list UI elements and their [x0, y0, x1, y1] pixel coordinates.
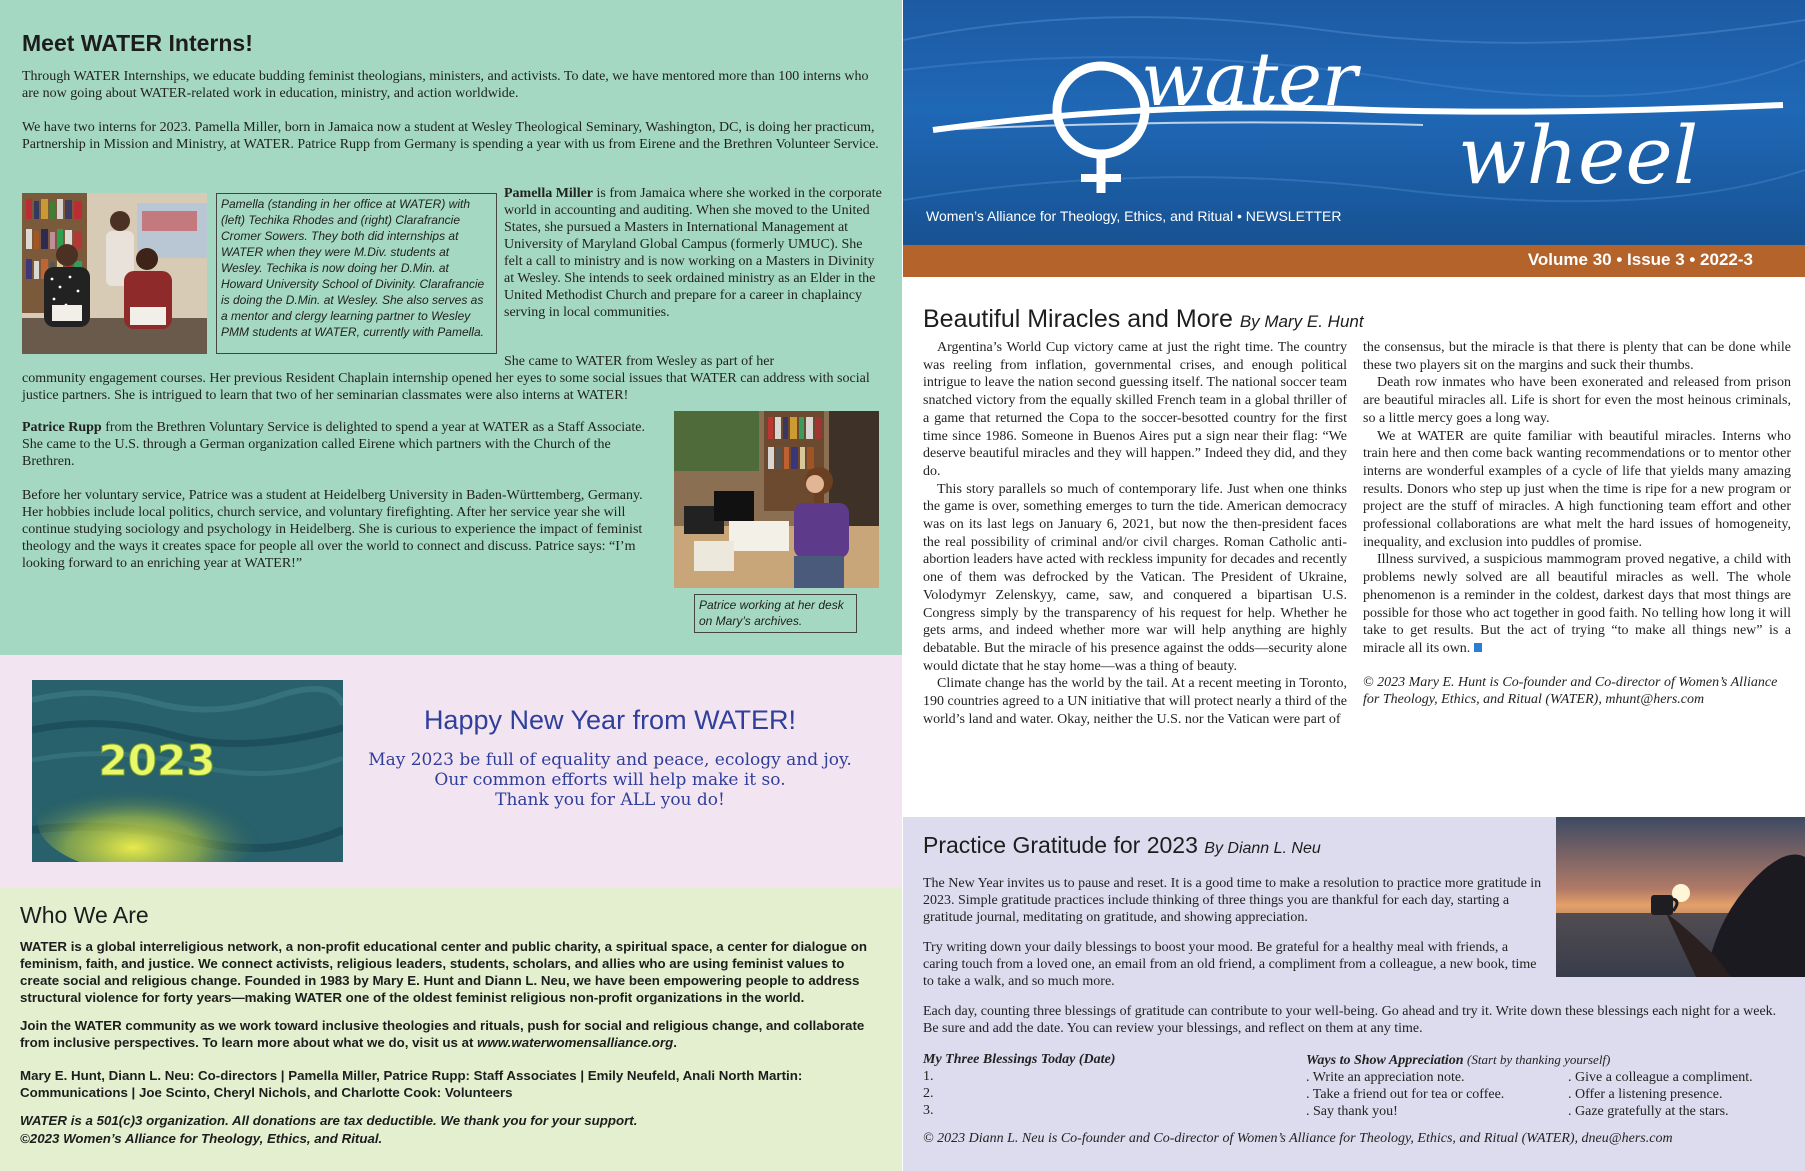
appreciation-item: . Give a colleague a compliment.	[1568, 1070, 1753, 1085]
gratitude-title	[923, 832, 1321, 859]
sunrise-mug-photo	[1556, 817, 1805, 977]
patrice-bio	[22, 419, 660, 470]
gratitude-credit: © 2023 Diann L. Neu is Co-founder and Co-director of Women’s Alliance for Theology, Ethics, and Ritual (WATER), dneu@hers.com	[923, 1131, 1673, 1146]
who-we-are-section	[0, 888, 902, 1171]
interns-intro-2: We have two interns for 2023. Pamella Miller, born in Jamaica now a student at Wesley Theological Seminary, Washington, DC, is doing her practicum, Partnership in Mission and Ministry, at WATER. Patrice Rupp from Germany is spending a year with us from Eirene and the Brethren Volunteer Service.	[22, 120, 879, 152]
new-year-2023-image	[32, 680, 343, 862]
pamella-office-photo	[22, 193, 207, 354]
who-we-are-paragraph-1: WATER is a global interreligious network, a non-profit educational center and public charity, a spiritual space, a center for dialogue on feminism, faith, and justice. We connect activists, religious leaders, students, scholars, and allies who are using feminist values to create social and religious change. Founded in 1983 by Mary E. Hunt and Diann L. Neu, we have been empowering people to address structural violence for forty years—making WATER one of the oldest feminist religious non-profit organizations in the world.	[20, 939, 867, 1005]
new-year-section	[0, 655, 902, 888]
miracles-paragraph: Death row inmates who have been exonerated and released from prison are beautiful miracles all. Life is short for even the most heinous criminals, so a little mercy goes a long way.	[1363, 375, 1791, 426]
office-photo-illustration	[22, 193, 207, 354]
appreciation-column-2	[1568, 1069, 1753, 1120]
new-year-message	[360, 705, 860, 810]
end-mark-icon	[1474, 643, 1482, 652]
water-2023-illustration	[32, 680, 343, 862]
newsletter-masthead	[903, 0, 1805, 245]
interns-section	[0, 0, 902, 655]
gratitude-byline: By Diann L. Neu	[1204, 840, 1321, 857]
gratitude-article	[903, 817, 1805, 1171]
appreciation-heading-text: Ways to Show Appreciation	[1306, 1053, 1464, 1068]
interns-title: Meet WATER Interns!	[22, 30, 253, 56]
who-we-are-p2-end: .	[673, 1035, 677, 1050]
miracles-credit: © 2023 Mary E. Hunt is Co-founder and Co-director of Women’s Alliance for Theology, Ethics, and Ritual (WATER), mhunt@hers.com	[1363, 674, 1778, 708]
miracles-article	[903, 279, 1805, 817]
pamella-photo-caption: Pamella (standing in her office at WATER) with (left) Techika Rhodes and (right) Clarafrancie Cromer Sowers. They both did internships at WATER when they were M.Div. students at Wesley. Techika is now doing her D.Min. at Howard University School of Divinity. Clarafrancie is doing the D.Min. at Wesley. She also serves as a mentor and clergy learning partner to Wesley PMM students at WATER, currently with Pamella.	[216, 193, 497, 354]
miracles-paragraph: Climate change has the world by the tail. At a recent meeting in Toronto, 190 countries agreed to a UN initiative that will protect nearly a third of the world’s land and water. Okay, neither the U.S. nor the Vatican were part of	[923, 676, 1347, 727]
appreciation-item: . Offer a listening presence.	[1568, 1087, 1723, 1102]
patrice-bio-2: Before her voluntary service, Patrice was a student at Heidelberg University in Baden-Württemberg, Germany. Her hobbies include local politics, church service, and voluntary firefighting. After her service year she will continue studying sociology and psychology in Heidelberg. She is curious to experience the impact of feminist theology and the ways it creates space for people all over the world to connect and discuss. Patrice says: “I’m looking forward to an enriching year at WATER!”	[22, 488, 643, 571]
copyright-note: ©2023 Women’s Alliance for Theology, Ethics, and Ritual.	[20, 1131, 383, 1146]
miracles-paragraph: This story parallels so much of contemporary life. Just when one thinks the game is over, something emerges to turn the tide. American democracy was on its last legs on January 6, 2021, but now the then-president faces the real possibility of criminal and/or civil charges. Roman Catholic anti-abortion leaders have acted with reckless impunity for decades and recently one of them was defrocked by the Vatican. The President of Ukraine, Volodymyr Zelenskyy, came, saw, and conquered a bipartisan U.S. Congress simply by the transparency of his request for help. Whether he gets arms, and indeed whether more war will help anything are highly debatable. But the miracle of his presence against the odds—security alone would dictate that he stay home—was a thing of beauty.	[923, 481, 1347, 674]
volume-bar	[903, 245, 1805, 277]
appreciation-item: . Take a friend out for tea or coffee.	[1306, 1087, 1505, 1102]
appreciation-column-1	[1306, 1069, 1568, 1120]
who-we-are-title: Who We Are	[20, 902, 149, 928]
patrice-photo-caption: Patrice working at her desk on Mary’s archives.	[694, 594, 857, 633]
new-year-line-1: May 2023 be full of equality and peace, ecology and joy.	[368, 750, 852, 770]
gratitude-paragraph-3: Each day, counting three blessings of gratitude can contribute to your well-being. Go ahead and try it. Write down these blessings each night for a week. Be sure and add the date. You can review your blessings, and reflect on them at any time.	[923, 1004, 1777, 1036]
blessings-heading: My Three Blessings Today (Date)	[923, 1052, 1116, 1067]
website-link[interactable]: www.waterwomensalliance.org	[477, 1035, 674, 1050]
masthead-tagline: Women’s Alliance for Theology, Ethics, and Ritual • NEWSLETTER	[926, 208, 1342, 224]
blessing-item: 2.	[923, 1086, 934, 1101]
appreciation-heading	[1306, 1051, 1796, 1069]
tax-deductible-note: WATER is a 501(c)3 organization. All donations are tax deductible. We thank you for your support.	[20, 1113, 638, 1128]
pamella-bio	[504, 185, 884, 321]
blessings-list	[923, 1051, 1263, 1119]
pamella-bio-2a: She came to WATER from Wesley as part of her	[504, 354, 775, 369]
miracles-title-text: Beautiful Miracles and More	[923, 305, 1233, 333]
gratitude-paragraph-2: Try writing down your daily blessings to boost your mood. Be grateful for a healthy meal with friends, a caring touch from a loved one, an email from an old friend, a compliment from a colleague, a new book, time to take a walk, and so much more.	[923, 940, 1537, 989]
sunrise-illustration	[1556, 817, 1805, 977]
pamella-bio-text: is from Jamaica where she worked in the corporate world in accounting and auditing. When she moved to the United States, she pursued a Masters in International Management at University of Maryland Global Campus (formerly UMUC). She felt a call to ministry and is now working on a Masters in Divinity at Wesley. She intends to seek ordained ministry as an Elder in the United Methodist Church and prepare for a career in chaplaincy serving in local communities.	[504, 186, 882, 320]
miracles-title	[923, 305, 1364, 334]
miracles-closing-text: Illness survived, a suspicious mammogram proved negative, a child with problems newly solved are all beautiful miracles as well. The whole phenomenon is a reminder in the coldest, darkest days that most things are possible for those who act together in good faith. No telling how long it will take to get results. But the act of trying “to make all things new” is a miracle all its own.	[1363, 552, 1791, 656]
blessing-item: 1.	[923, 1069, 934, 1084]
desk-photo-illustration	[674, 411, 879, 588]
appreciation-item: . Gaze gratefully at the stars.	[1568, 1104, 1729, 1119]
gratitude-title-text: Practice Gratitude for 2023	[923, 832, 1198, 858]
who-we-are-p2-text: Join the WATER community as we work toward inclusive theologies and rituals, push for social and religious change, and collaborate from inclusive perspectives. To learn more about what we do, visit us at	[20, 1018, 865, 1050]
pamella-name: Pamella Miller	[504, 186, 594, 201]
miracles-paragraph: the consensus, but the miracle is that there is plenty that can be done while these two players sit on the margins and suck their thumbs.	[1363, 340, 1791, 373]
logo-word-water: water	[1141, 37, 1358, 123]
miracles-byline: By Mary E. Hunt	[1239, 312, 1364, 331]
who-we-are-paragraph-2	[20, 1017, 886, 1051]
patrice-name: Patrice Rupp	[22, 420, 102, 435]
gratitude-paragraph-1: The New Year invites us to pause and reset. It is a good time to make a resolution to practice more gratitude in 2023. Simple gratitude practices include thinking of three things you are thankful for each day, starting a gratitude journal, meditating on gratitude, and showing appreciation.	[923, 876, 1542, 925]
pamella-bio-2b: community engagement courses. Her previous Resident Chaplain internship opened her eyes to some social issues that WATER can address with social justice partners. She is intrigued to learn that two of her seminarian classmates were also interns at WATER!	[22, 371, 870, 403]
miracles-paragraph: We at WATER are quite familiar with beautiful miracles. Interns who train here and then come back wanting recommendations or to mentor other interns are wonderful examples of a cycle of life that yields many amazing results. Donors who step up just when the time is ripe for a new program or project are the stuff of miracles. A high functioning team effort and other professional collaborations are what melt the hard issues of homogeneity, inequality, and exclusion into puddles of promise.	[1363, 428, 1791, 550]
patrice-desk-photo	[674, 411, 879, 588]
new-year-title: Happy New Year from WATER!	[423, 705, 797, 735]
logo-word-wheel: wheel	[1458, 109, 1699, 202]
appreciation-item: . Write an appreciation note.	[1306, 1070, 1465, 1085]
staff-credits: Mary E. Hunt, Diann L. Neu: Co-directors | Pamella Miller, Patrice Rupp: Staff Associates | Emily Neufeld, Anali North Martin: Communications | Joe Scinto, Cheryl Nichols, and Charlotte Cook: Volunteers	[20, 1068, 803, 1100]
appreciation-list	[1306, 1051, 1796, 1120]
miracles-column-2	[1363, 339, 1791, 709]
appreciation-item: . Say thank you!	[1306, 1104, 1398, 1119]
new-year-line-2: Our common efforts will help make it so.	[434, 770, 786, 790]
miracles-paragraph: Argentina’s World Cup victory came at just the right time. The country was reeling from inflation, governmental crises, and enough political intrigue to leave the nation second guessing itself. The national soccer team snatched victory from the equally skilled French team in a global thriller of a game that returned the Copa to the soccer-besotted country for the first time since 1986. Someone in Buenos Aires put a sign near their flag: “We deserve beautiful miracles and they will happen.” Indeed they did, and they do.	[923, 340, 1347, 479]
miracles-column-1	[923, 339, 1347, 728]
volume-issue-label: Volume 30 • Issue 3 • 2022-3	[1527, 250, 1753, 269]
interns-intro-1: Through WATER Internships, we educate budding feminist theologians, ministers, and activists. To date, we have mentored more than 100 interns who are now going about WATER-related work in education, ministry, and action worldwide.	[22, 69, 869, 101]
appreciation-subheading: (Start by thanking yourself)	[1467, 1052, 1611, 1067]
appreciation-columns	[1306, 1069, 1796, 1120]
patrice-bio-text: from the Brethren Voluntary Service is delighted to spend a year at WATER as a Staff Associate. She came to the U.S. through a German organization called Eirene which partners with the Church of the Brethren.	[22, 420, 645, 469]
new-year-line-3: Thank you for ALL you do!	[495, 790, 725, 810]
image-2023-text: 2023	[98, 736, 216, 785]
miracles-paragraph	[1363, 551, 1791, 657]
blessing-item: 3.	[923, 1103, 934, 1118]
